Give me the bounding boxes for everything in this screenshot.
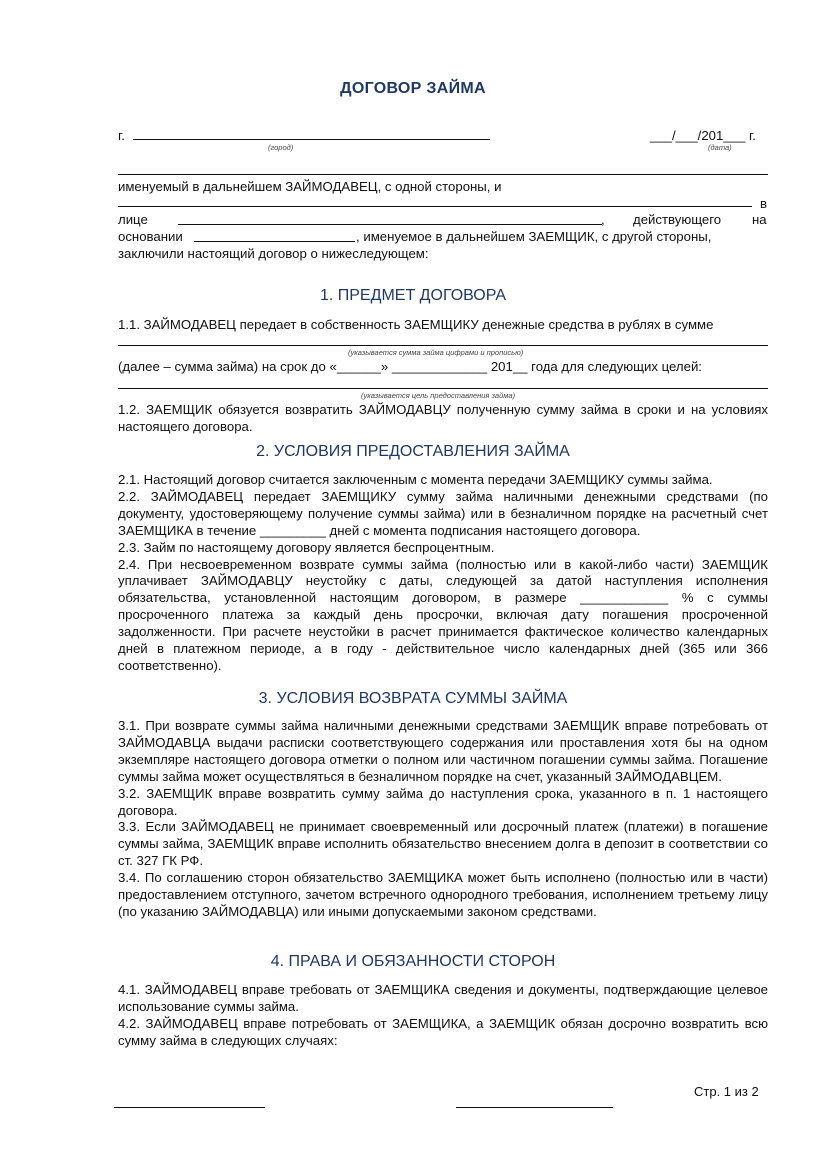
section-1-heading: 1. ПРЕДМЕТ ДОГОВОРА xyxy=(319,287,507,304)
term-line: (далее – сумма займа) на срок до «______» _____________ 201__ года для следующих целей: xyxy=(118,359,702,374)
lender-line: именуемый в дальнейшем ЗАЙМОДАВЕЦ, с одной стороны, и xyxy=(118,179,502,194)
person-blank xyxy=(178,224,602,225)
basis-word: основании xyxy=(118,229,183,244)
clause-1-2 xyxy=(118,402,768,436)
clause-4-2: 4.2. ЗАЙМОДАВЕЦ вправе потребовать от ЗАЕМЩИКА, а ЗАЕМЩИК обязан досрочно возвратить всю сумму займа в следующих случаях: xyxy=(118,1015,768,1048)
signature-line-right xyxy=(456,1107,613,1108)
in-word: в xyxy=(760,196,768,211)
clause-2-4: 2.4. При несвоевременном возврате суммы займа (полностью или в какой-либо части) ЗАЕМЩИК уплачивает ЗАЙМОДАВЦУ неустойку с даты, следующей за датой наступления исполнения обязательства, установленной настоящим договором, в размере ____________ % с суммы просроченного платежа за каждый день просрочки, включая дату погашения просроченной задолженности. При расчете неустойки в расчет принимается фактическое количество календарных дней в платежном периоде, а в году - действительное число календарных дней (365 или 366 соответственно). xyxy=(118,556,768,673)
purpose-hint: (указывается цель предоставления займа) xyxy=(361,391,516,400)
purpose-blank xyxy=(118,388,768,389)
basis-rest: , именуемое в дальнейшем ЗАЕМЩИК, с другой стороны, xyxy=(356,229,712,244)
amount-blank xyxy=(118,345,768,346)
person-comma: , xyxy=(601,212,605,227)
document-title: ДОГОВОР ЗАЙМА xyxy=(340,80,486,97)
clause-1-2-text: 1.2. ЗАЕМЩИК обязуется возвратить ЗАЙМОДАВЦУ полученную сумму займа в сроки и на условиях настоящего договора. xyxy=(118,402,768,434)
city-blank xyxy=(133,139,490,140)
amount-hint: (указывается сумма займа цифрами и прописью) xyxy=(348,348,524,357)
date-hint: (дата) xyxy=(708,143,732,152)
section-4-body xyxy=(118,982,768,1050)
section-2-heading: 2. УСЛОВИЯ ПРЕДОСТАВЛЕНИЯ ЗАЙМА xyxy=(256,443,570,460)
clause-3-2: 3.2. ЗАЕМЩИК вправе возвратить сумму займа до наступления срока, указанного в п. 1 настоящего договора. xyxy=(118,785,768,818)
basis-blank xyxy=(194,241,355,242)
section-4-heading: 4. ПРАВА И ОБЯЗАННОСТИ СТОРОН xyxy=(270,953,556,970)
clause-1-1: 1.1. ЗАЙМОДАВЕЦ передает в собственность ЗАЕМЩИКУ денежные средства в рублях в сумме xyxy=(118,317,714,332)
section-3-heading: 3. УСЛОВИЯ ВОЗВРАТА СУММЫ ЗАЙМА xyxy=(258,690,568,707)
signature-line-left xyxy=(114,1107,265,1108)
date-text: ___/___/201___ г. xyxy=(650,128,756,143)
clause-3-1: 3.1. При возврате суммы займа наличными денежными средствами ЗАЕМЩИК вправе потребовать от ЗАЙМОДАВЦА выдачи расписки соответствующего содержания или проставления хотя бы на одном экземпляре настоящего договора отметки о полном или частичном погашении суммы займа. Погашение суммы займа может осуществляться в безналичном порядке на счет, указанный ЗАЙМОДАВЦЕМ. xyxy=(118,718,768,784)
clause-2-2: 2.2. ЗАЙМОДАВЕЦ передает ЗАЕМЩИКУ сумму займа наличными денежными средствами (по документу, удостоверяющему получение суммы займа) или в безналичном порядке на расчетный счет ЗАЕМЩИКА в течение _________ дней с момента подписания настоящего договора. xyxy=(118,488,768,538)
clause-4-1: 4.1. ЗАЙМОДАВЕЦ вправе требовать от ЗАЕМЩИКА сведения и документы, подтверждающие целевое использование суммы займа. xyxy=(118,982,768,1014)
clause-2-3: 2.3. Займ по настоящему договору является беспроцентным. xyxy=(118,539,495,555)
lender-name-blank xyxy=(118,174,768,175)
acting-label: действующего xyxy=(633,212,722,227)
city-hint: (город) xyxy=(268,143,294,152)
borrower-name-blank xyxy=(118,206,752,207)
clause-3-3: 3.3. Если ЗАЙМОДАВЕЦ не принимает своевременный или досрочный платеж (платежи) в погашение суммы займа, ЗАЕМЩИК вправе исполнить обязательство внесением долга в депозит в соответствии со ст. 327 ГК РФ. xyxy=(118,819,768,869)
clause-2-1: 2.1. Настоящий договор считается заключенным с момента передачи ЗАЕМЩИКУ суммы займа. xyxy=(118,472,713,487)
na-word: на xyxy=(752,212,767,227)
city-prefix: г. xyxy=(118,128,125,143)
concluded-line: заключили настоящий договор о нижеследующем: xyxy=(118,246,429,261)
clause-3-4: 3.4. По соглашению сторон обязательство ЗАЕМЩИКА может быть исполнено (полностью или в части) предоставлением отступного, зачетом встречного однородного требования, исполнением третьему лицу (по указанию ЗАЙМОДАВЦА) или иными допускаемыми законом средствами. xyxy=(118,870,768,919)
section-2-body xyxy=(118,472,768,675)
person-word: лице xyxy=(118,212,148,227)
section-3-body xyxy=(118,718,768,921)
page-number: Стр. 1 из 2 xyxy=(694,1084,759,1099)
